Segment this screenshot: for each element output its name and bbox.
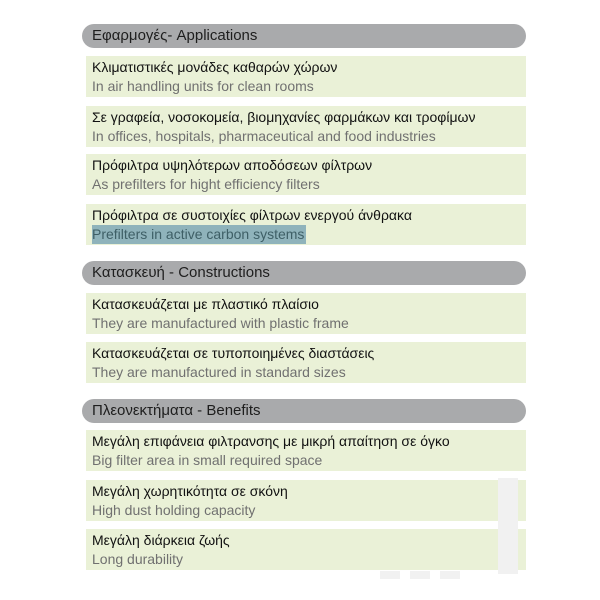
item-english-text: In offices, hospitals, pharmaceutical and food industries [92,128,436,144]
section-header-benefits: Πλεονεκτήματα - Benefits [82,399,526,423]
item-greek-text: Μεγάλη χωρητικότητα σε σκόνη [92,483,288,499]
list-item [86,106,526,147]
item-greek-text: Πρόφιλτρα σε συστοιχίες φίλτρων ενεργού άνθρακα [92,207,412,223]
background-fragment [498,478,518,574]
list-item [86,56,526,97]
item-english-text: They are manufactured in standard sizes [92,364,346,380]
item-english-text-highlighted: Prefilters in active carbon systems [92,226,305,242]
background-fragment [380,571,400,579]
item-greek-text: Μεγάλη επιφάνεια φιλτρανσης με μικρή απαίτηση σε όγκο [92,433,450,449]
background-fragment [440,571,460,579]
list-item [86,154,526,195]
list-item [86,293,526,334]
item-greek-text: Κατασκευάζεται με πλαστικό πλαίσιο [92,296,319,312]
section-header-constructions: Κατασκευή - Constructions [82,261,526,285]
item-greek-text: Κλιματιστικές μονάδες καθαρών χώρων [92,59,338,75]
item-greek-text: Μεγάλη διάρκεια ζωής [92,532,230,548]
item-english-text: In air handling units for clean rooms [92,78,314,94]
section-header-applications: Εφαρμογές- Applications [82,24,526,48]
item-english-text: High dust holding capacity [92,502,256,518]
list-item [86,529,526,570]
background-fragment [410,571,430,579]
list-item [86,204,526,245]
item-greek-text: Πρόφιλτρα υψηλότερων αποδόσεων φίλτρων [92,157,373,173]
item-english-text: Long durability [92,551,184,567]
item-greek-text: Σε γραφεία, νοσοκομεία, βιομηχανίες φαρμάκων και τροφίμων [92,109,476,125]
item-english-text: They are manufactured with plastic frame [92,315,349,331]
item-english-text: As prefilters for hight efficiency filters [92,176,320,192]
list-item [86,480,526,521]
list-item [86,430,526,471]
item-greek-text: Κατασκευάζεται σε τυποποιημένες διαστάσεις [92,345,375,361]
list-item [86,342,526,383]
item-english-text: Big filter area in small required space [92,452,323,468]
